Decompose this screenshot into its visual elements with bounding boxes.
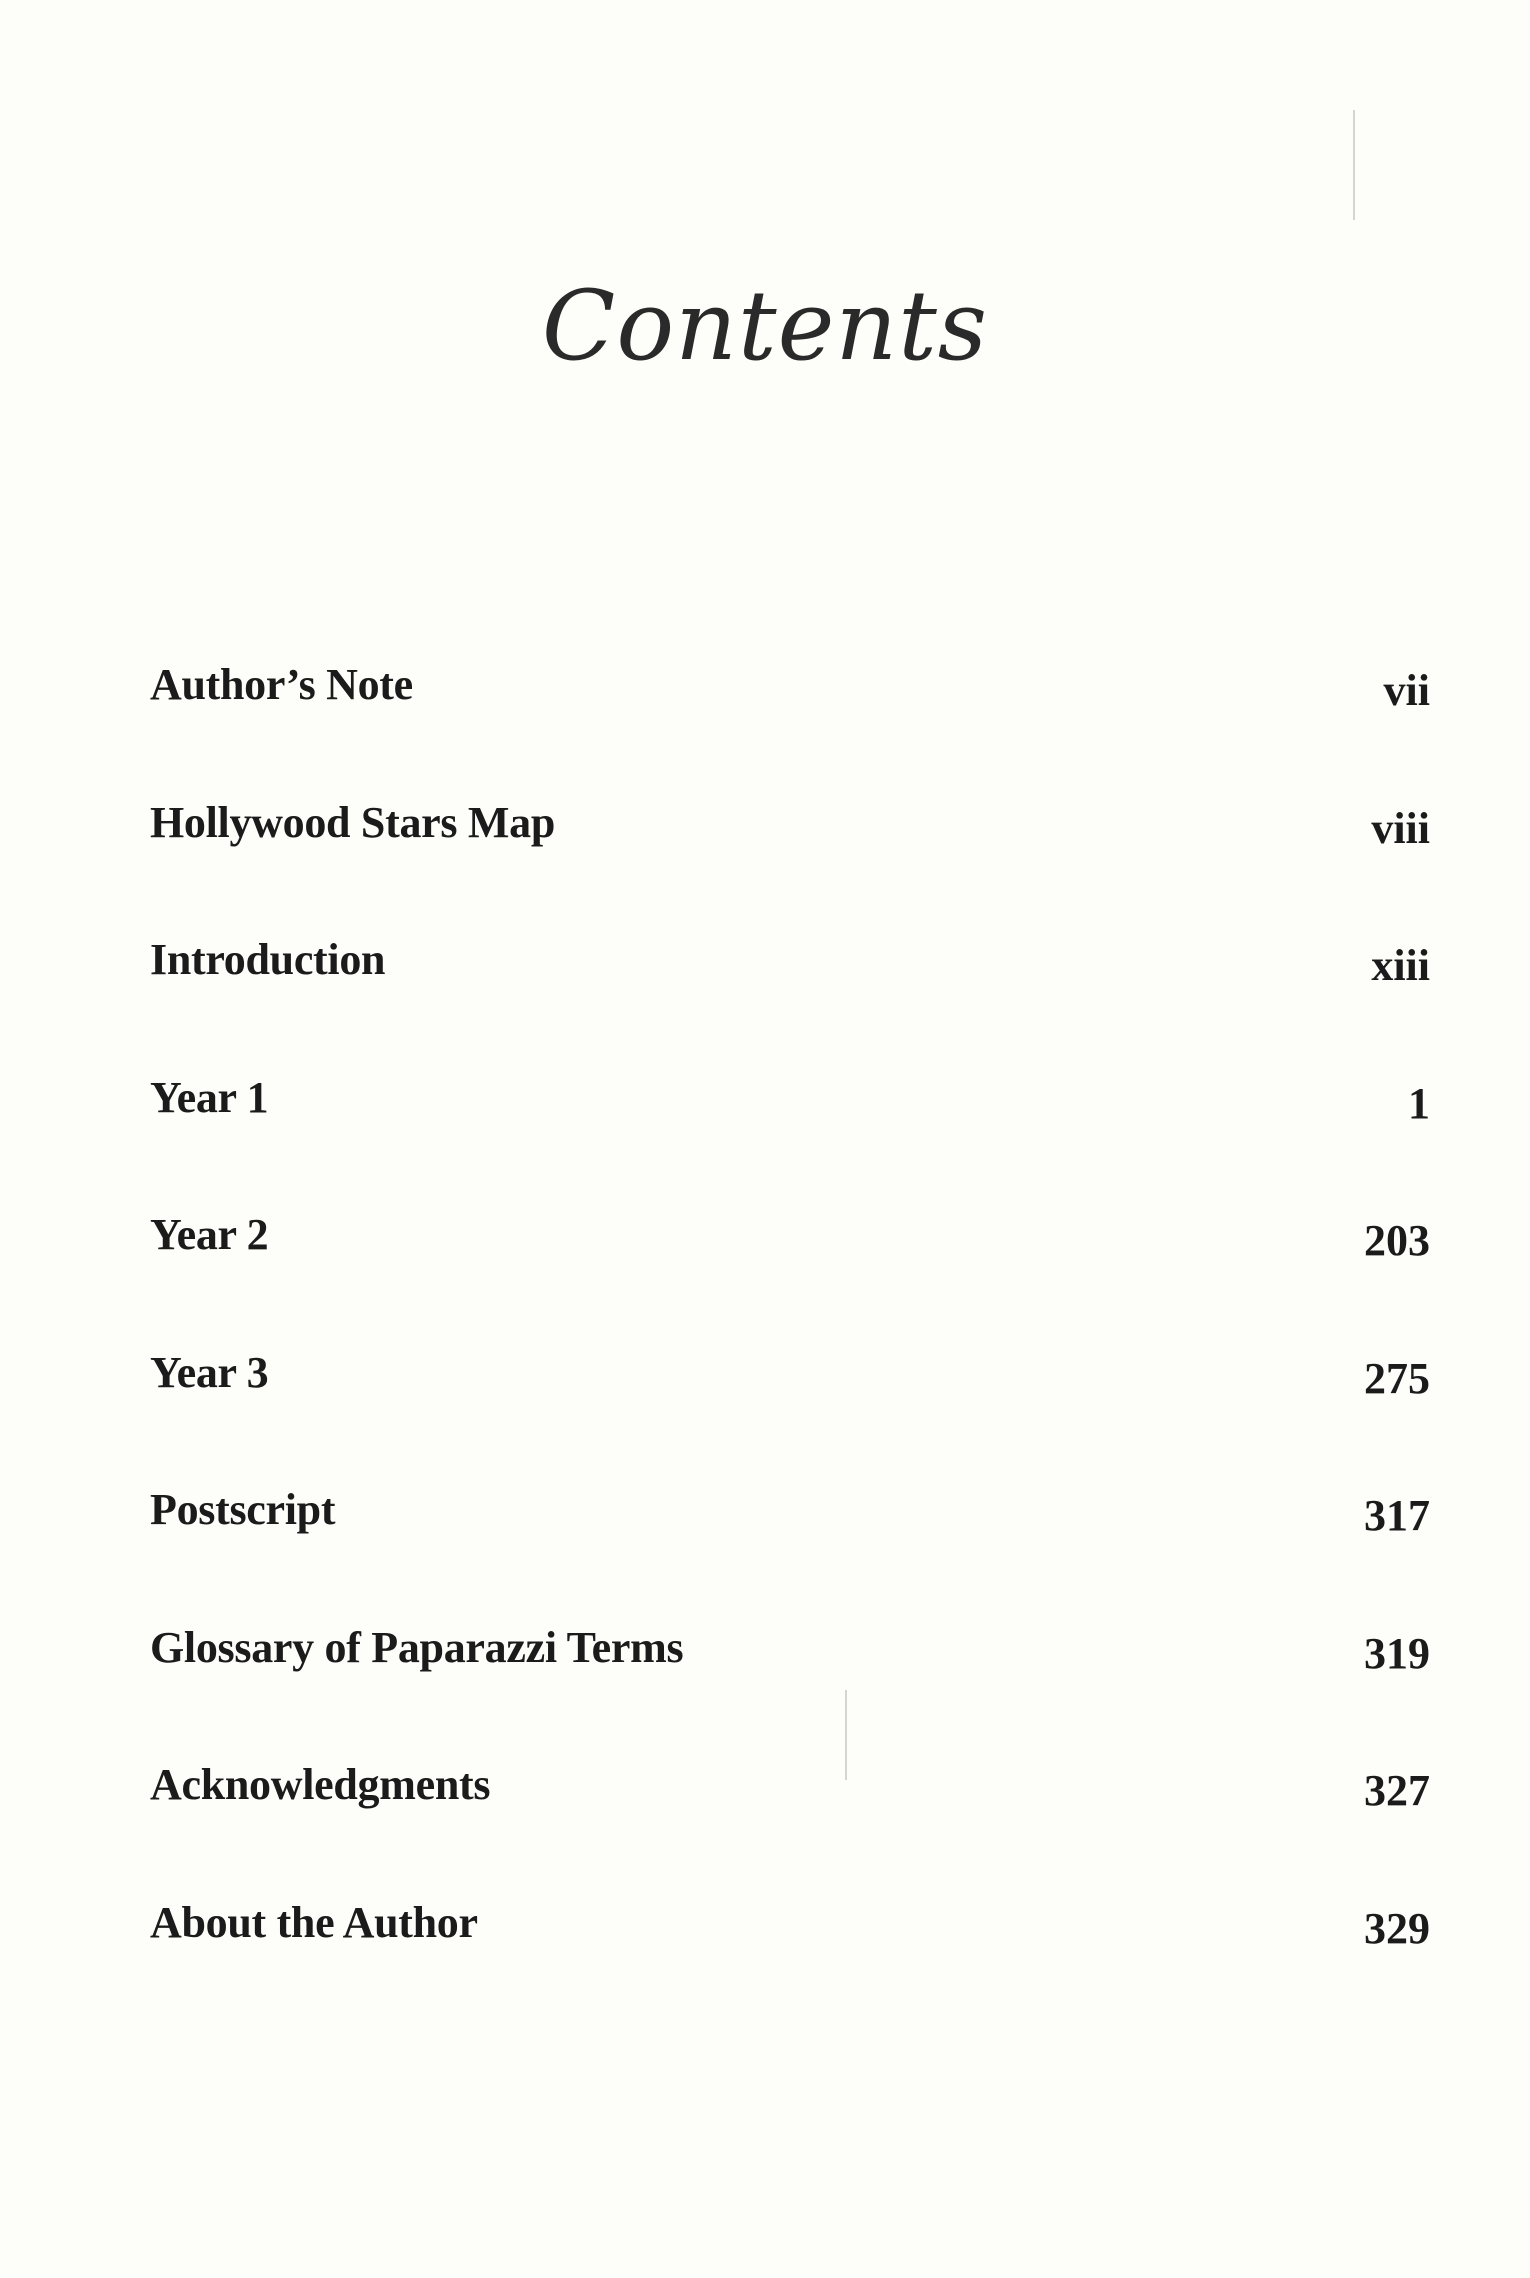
toc-entry-page: 317 [1364, 1491, 1430, 1540]
toc-entry-about-the-author[interactable] [150, 1893, 1430, 2031]
toc-entry-page: 275 [1364, 1353, 1430, 1403]
page-title: Contents [541, 270, 989, 382]
toc-entry-label: Author’s Note [150, 660, 413, 709]
scan-mark [1353, 110, 1355, 220]
table-of-contents [150, 655, 1430, 2030]
toc-entry-postscript[interactable] [150, 1480, 1430, 1618]
toc-entry-page: 319 [1364, 1628, 1430, 1678]
toc-entry-introduction[interactable] [150, 930, 1430, 1068]
toc-entry-year-2[interactable] [150, 1205, 1430, 1343]
toc-entry-authors-note[interactable] [150, 655, 1430, 793]
toc-entry-year-1[interactable] [150, 1068, 1430, 1206]
toc-entry-year-3[interactable] [150, 1343, 1430, 1481]
toc-entry-page: 203 [1364, 1216, 1430, 1265]
toc-entry-page: xiii [1371, 941, 1430, 990]
toc-entry-glossary[interactable] [150, 1618, 1430, 1756]
toc-entry-label: About the Author [150, 1897, 478, 1947]
toc-entry-page: 327 [1364, 1766, 1430, 1815]
toc-entry-label: Year 3 [150, 1347, 269, 1397]
toc-entry-label: Introduction [150, 935, 386, 984]
toc-entry-page: vii [1383, 666, 1430, 715]
toc-entry-label: Acknowledgments [150, 1760, 491, 1809]
toc-entry-label: Year 2 [150, 1210, 269, 1259]
toc-entry-hollywood-stars-map[interactable] [150, 793, 1430, 931]
toc-entry-label: Glossary of Paparazzi Terms [150, 1622, 684, 1672]
toc-entry-label: Postscript [150, 1485, 336, 1534]
toc-entry-label: Hollywood Stars Map [150, 797, 555, 847]
toc-entry-page: viii [1371, 803, 1430, 853]
toc-entry-page: 329 [1364, 1903, 1430, 1953]
toc-entry-label: Year 1 [150, 1072, 269, 1122]
toc-entry-page: 1 [1408, 1078, 1430, 1128]
toc-entry-acknowledgments[interactable] [150, 1755, 1430, 1893]
